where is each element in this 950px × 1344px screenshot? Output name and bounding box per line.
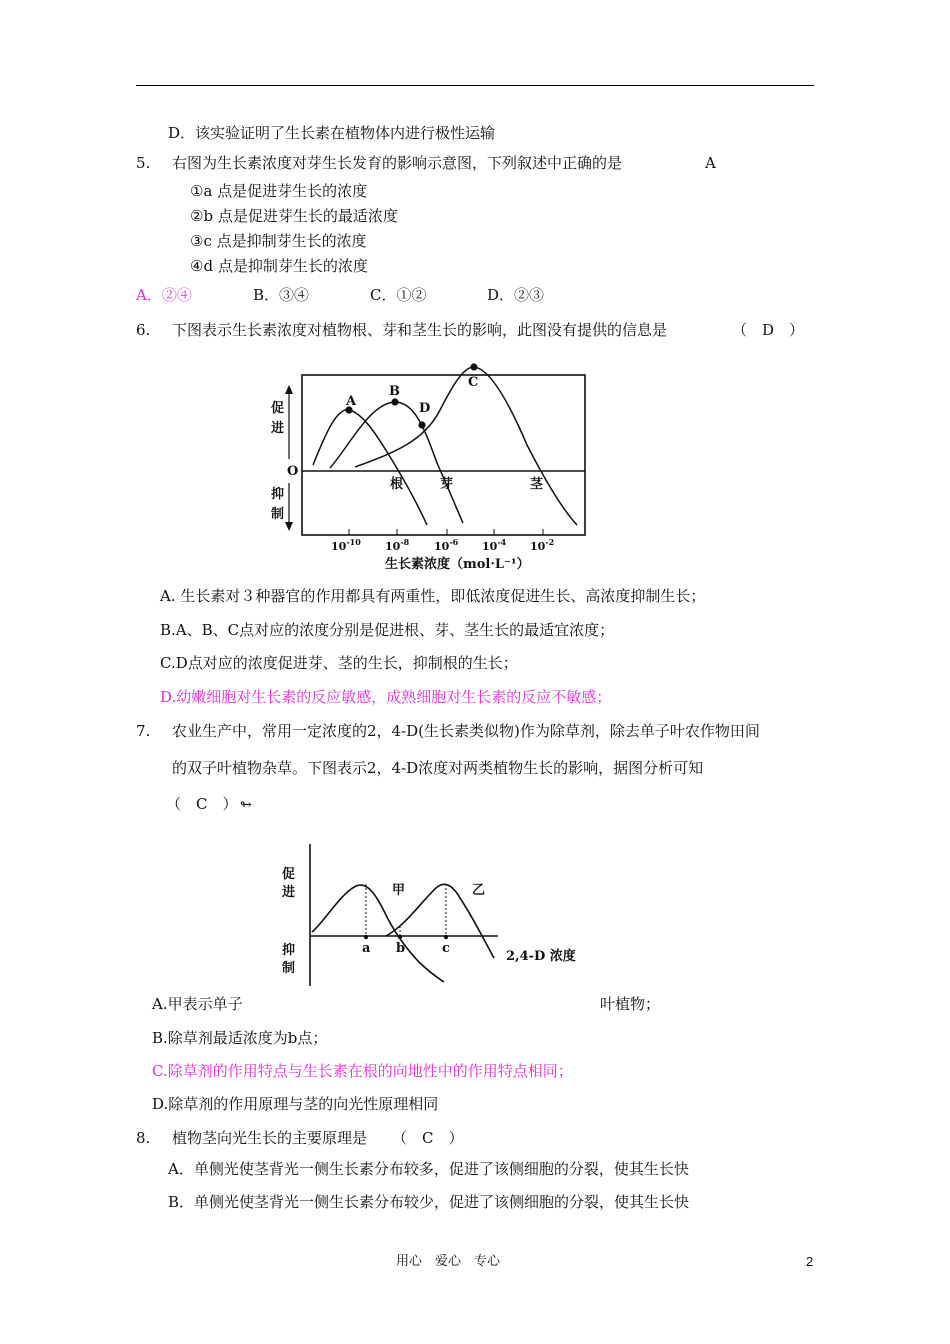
q6-point-b	[391, 398, 398, 405]
q6-option-a: A. 生长素对３种器官的作用都具有两重性，即低浓度促进生长、高浓度抑制生长；	[160, 587, 706, 605]
q6-x-tick-exp: -2	[545, 537, 555, 547]
svg-text:10-4	[482, 537, 507, 553]
q4-option-d: D．该实验证明了生长素在植物体内进行极性运输	[168, 124, 496, 142]
q7-curve-yi-label: 乙	[472, 883, 486, 898]
q6-y-promote-1: 促	[271, 401, 285, 416]
page-number: 2	[806, 1254, 814, 1269]
svg-text:10-8	[385, 537, 410, 553]
q8-number: 8.	[136, 1129, 151, 1147]
q6-answer: （ D ）	[732, 321, 805, 339]
q5-item: ②b 点是促进芽生长的最适浓度	[190, 207, 398, 225]
q6-stem: 下图表示生长素浓度对植物根、芽和茎生长的影响，此图没有提供的信息是	[172, 321, 668, 339]
q6-y-inhibit-2: 制	[271, 507, 285, 522]
q6-x-tick-exp: -6	[449, 537, 459, 547]
q8-option-a: A．单侧光使茎背光一侧生长素分布较多，促进了该侧细胞的分裂，使其生长快	[168, 1160, 689, 1178]
q5-option-a: A．②④	[136, 286, 192, 304]
q6-point-a-label: A	[346, 394, 357, 409]
q7-point-b: b	[396, 941, 406, 956]
q7-answer: （ C ）	[166, 795, 238, 813]
q6-origin: O	[287, 464, 299, 479]
q6-option-c: C.D点对应的浓度促进芽、茎的生长，抑制根的生长；	[160, 654, 518, 672]
q5-option-d: D．②③	[487, 286, 545, 304]
q5-option-c: C．①②	[370, 286, 427, 304]
up-arrow-icon	[285, 385, 293, 394]
q6-point-d	[418, 421, 425, 428]
q6-curve-bud-label: 芽	[440, 477, 454, 492]
q7-point-c: c	[442, 941, 450, 956]
q6-x-tick-exp: -10	[346, 537, 361, 547]
header-rule	[136, 85, 814, 86]
q7-option-a-left: A.甲表示单子	[152, 995, 243, 1013]
q6-figure	[265, 355, 600, 575]
svg-text:10-10	[331, 537, 361, 553]
q5-number: 5.	[136, 154, 151, 172]
q6-x-tick-base: 10	[385, 540, 401, 553]
q6-option-d: D.幼嫩细胞对生长素的反应敏感，成熟细胞对生长素的反应不敏感；	[160, 688, 612, 706]
q6-point-b-label: B	[389, 384, 400, 399]
q7-figure	[280, 836, 590, 992]
svg-text:10-2	[530, 537, 554, 553]
q6-curve-stem-label: 茎	[530, 477, 544, 492]
q6-curve-root-label: 根	[390, 477, 404, 492]
q6-x-tick-exp: -8	[400, 537, 410, 547]
q7-y-inhibit-2: 制	[282, 961, 296, 976]
q6-point-c-label: C	[468, 375, 479, 390]
q6-x-tick-base: 10	[331, 540, 347, 553]
q5-item: ①a 点是促进芽生长的浓度	[190, 182, 368, 200]
q5-item: ④d 点是抑制芽生长的浓度	[190, 257, 368, 275]
q7-y-promote-1: 促	[282, 867, 296, 882]
q6-x-tick-base: 10	[530, 540, 546, 553]
q7-option-a-right: 叶植物；	[600, 995, 661, 1013]
q6-option-b: B.A、B、C点对应的浓度分别是促进根、芽、茎生长的最适宜浓度；	[160, 621, 615, 639]
q8-stem: 植物茎向光生长的主要原理是	[172, 1129, 368, 1147]
q6-number: 6.	[136, 321, 151, 339]
q6-point-c	[470, 363, 477, 370]
q5-answer: A	[705, 154, 716, 172]
q6-bud-curve	[330, 402, 463, 523]
q6-x-tick-exp: -4	[497, 537, 507, 547]
q7-line-1: 农业生产中，常用一定浓度的2，4-D(生长素类似物)作为除草剂，除去单子叶农作物田间	[172, 722, 760, 740]
q7-line-2: 的双子叶植物杂草。下图表示2，4-D浓度对两类植物生长的影响，据图分析可知	[172, 759, 704, 777]
q7-point-a: a	[362, 941, 371, 956]
down-arrow-icon	[285, 522, 293, 531]
q7-number: 7.	[136, 722, 151, 740]
q7-option-d: D.除草剂的作用原理与茎的向光性原理相同	[152, 1095, 439, 1113]
q6-point-d-label: D	[419, 401, 431, 416]
q6-y-inhibit-1: 抑	[271, 487, 285, 502]
q6-x-tick-base: 10	[482, 540, 498, 553]
q7-option-b: B.除草剂最适浓度为b点；	[152, 1029, 328, 1047]
footer-motto: 用心 爱心 专心	[396, 1254, 501, 1269]
q6-x-tick-base: 10	[434, 540, 450, 553]
q8-option-b: B．单侧光使茎背光一侧生长素分布较少，促进了该侧细胞的分裂，使其生长快	[168, 1193, 690, 1211]
q5-stem: 右图为生长素浓度对芽生长发育的影响示意图，下列叙述中正确的是	[172, 154, 623, 172]
q6-y-promote-2: 进	[271, 421, 285, 436]
q7-curve-jia-label: 甲	[392, 883, 406, 898]
q8-answer: （ C ）	[392, 1129, 464, 1147]
q6-figure-frame	[302, 375, 585, 535]
q7-y-inhibit-1: 抑	[282, 943, 296, 958]
q7-option-c: C.除草剂的作用特点与生长素在根的向地性中的作用特点相同；	[152, 1062, 573, 1080]
q7-y-promote-2: 进	[282, 885, 296, 900]
decorative-mark-icon: ↬	[240, 797, 252, 813]
q5-item: ③c 点是抑制芽生长的浓度	[190, 232, 367, 250]
q7-x-label: 2,4-D 浓度	[506, 949, 576, 964]
q5-option-b: B．③④	[253, 286, 310, 304]
q6-x-label: 生长素浓度（mol·L⁻¹）	[385, 557, 530, 572]
svg-text:10-6	[434, 537, 459, 553]
